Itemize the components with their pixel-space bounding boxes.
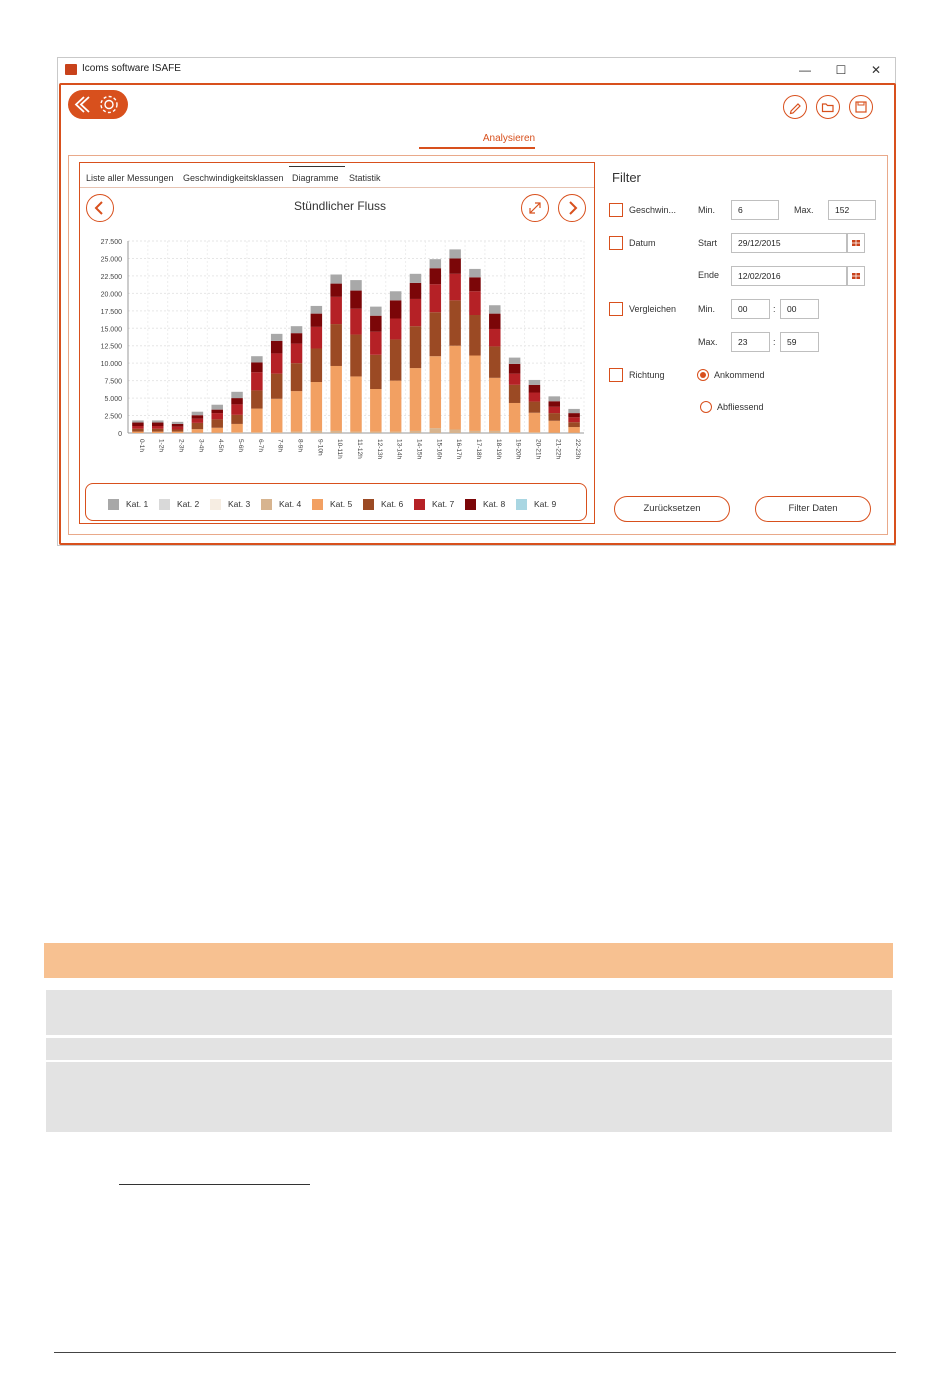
- compare-label: Vergleichen: [629, 304, 677, 314]
- chevron-right-icon: [559, 195, 585, 221]
- bar-segment: [192, 412, 203, 415]
- legend-swatch: [210, 499, 221, 510]
- x-tick-label: 5-6h: [237, 439, 245, 453]
- legend-label: Kat. 1: [126, 499, 149, 509]
- compare-min-minute-input[interactable]: 00: [780, 299, 819, 319]
- bar-segment: [350, 309, 361, 335]
- x-tick-label: 12-13h: [375, 439, 383, 460]
- bar-segment: [489, 305, 500, 313]
- y-tick-label: 12.500: [100, 343, 122, 351]
- x-tick-label: 15-16h: [435, 439, 443, 460]
- bar-segment: [549, 421, 560, 433]
- x-tick-label: 0-1h: [137, 439, 145, 453]
- bar-segment: [350, 291, 361, 309]
- bar-segment: [231, 424, 242, 432]
- bar-segment: [529, 385, 540, 393]
- tab-analysieren[interactable]: Analysieren: [482, 133, 536, 144]
- edit-button[interactable]: [783, 95, 807, 119]
- date-start-input[interactable]: 29/12/2015: [731, 233, 847, 253]
- bar-segment: [370, 316, 381, 332]
- x-tick-label: 1-2h: [157, 439, 165, 453]
- bar-segment: [231, 432, 242, 433]
- direction-checkbox[interactable]: [609, 368, 623, 382]
- calendar-icon: [848, 234, 864, 252]
- table-row: [46, 990, 892, 1035]
- bar-segment: [330, 324, 341, 366]
- table-row: [46, 1038, 892, 1060]
- legend-label: Kat. 9: [534, 499, 557, 509]
- bar-segment: [251, 409, 262, 433]
- bar-segment: [350, 376, 361, 431]
- bar-segment: [211, 419, 222, 427]
- legend-label: Kat. 5: [330, 499, 353, 509]
- x-tick-label: 17-18h: [474, 439, 482, 460]
- subtab-active-indicator: [289, 166, 345, 167]
- content-area: [68, 155, 888, 535]
- subtab-divider: [80, 187, 594, 188]
- legend-label: Kat. 7: [432, 499, 455, 509]
- bar-segment: [211, 428, 222, 433]
- bar-segment: [430, 428, 441, 433]
- save-icon: [850, 96, 872, 118]
- chart-title: Stündlicher Fluss: [293, 199, 387, 213]
- bar-segment: [509, 364, 520, 374]
- close-button[interactable]: ✕: [870, 63, 882, 77]
- bar-segment: [172, 427, 183, 430]
- chevron-left-icon: [87, 195, 113, 221]
- legend-item: [159, 498, 199, 510]
- legend-swatch: [465, 499, 476, 510]
- legend-swatch: [108, 499, 119, 510]
- bar-segment: [132, 426, 143, 429]
- y-tick-label: 0: [118, 431, 122, 438]
- y-tick-label: 17.500: [100, 308, 122, 316]
- nav-pill[interactable]: [68, 90, 128, 119]
- bar-segment: [231, 404, 242, 414]
- bar-segment: [509, 403, 520, 432]
- bar-segment: [370, 307, 381, 316]
- bar-segment: [152, 426, 163, 429]
- legend-item: [210, 498, 250, 510]
- bar-segment: [529, 393, 540, 402]
- bar-segment: [469, 277, 480, 291]
- compare-max-hour-input[interactable]: 23: [731, 332, 770, 352]
- bar-segment: [489, 314, 500, 329]
- bar-segment: [271, 334, 282, 341]
- app-logo-icon: [65, 64, 77, 75]
- bar-segment: [132, 423, 143, 426]
- speed-min-input[interactable]: 6: [731, 200, 779, 220]
- bar-segment: [390, 432, 401, 433]
- legend-item: [516, 498, 556, 510]
- bar-segment: [291, 333, 302, 343]
- bar-segment: [330, 431, 341, 433]
- compare-min-hour-input[interactable]: 00: [731, 299, 770, 319]
- bar-segment: [350, 335, 361, 377]
- calendar-start-button[interactable]: [847, 233, 865, 253]
- bar-segment: [370, 355, 381, 389]
- legend-label: Kat. 3: [228, 499, 251, 509]
- legend-label: Kat. 2: [177, 499, 200, 509]
- footer-rule: [54, 1352, 896, 1353]
- bar-segment: [370, 332, 381, 355]
- bar-segment: [529, 380, 540, 385]
- bar-segment: [430, 259, 441, 268]
- x-tick-label: 21-22h: [554, 439, 562, 460]
- bar-segment: [390, 291, 401, 300]
- bar-segment: [251, 372, 262, 390]
- legend-item: [312, 498, 352, 510]
- bar-segment: [311, 349, 322, 383]
- bar-segment: [350, 432, 361, 433]
- table-header-band: [44, 943, 893, 978]
- x-tick-label: 3-4h: [197, 439, 205, 453]
- bar-segment: [469, 291, 480, 315]
- bar-segment: [410, 368, 421, 431]
- bar-segment: [489, 329, 500, 346]
- bar-segment: [430, 356, 441, 428]
- bar-segment: [509, 432, 520, 433]
- bar-segment: [192, 415, 203, 418]
- bar-segment: [390, 300, 401, 318]
- bar-segment: [410, 431, 421, 433]
- bar-segment: [231, 398, 242, 404]
- bar-segment: [192, 419, 203, 423]
- bar-segment: [330, 284, 341, 297]
- bar-segment: [291, 344, 302, 364]
- pencil-icon: [784, 96, 806, 118]
- speed-max-label: Max.: [794, 205, 814, 215]
- x-tick-label: 20-21h: [534, 439, 542, 460]
- bar-segment: [568, 413, 579, 417]
- minimize-button[interactable]: —: [799, 63, 811, 77]
- bar-segment: [449, 274, 460, 301]
- speed-min-label: Min.: [698, 205, 716, 215]
- bar-segment: [330, 366, 341, 431]
- bar-segment: [568, 427, 579, 433]
- bar-segment: [132, 429, 143, 432]
- subtab-messungen[interactable]: Liste aller Messungen: [86, 173, 174, 183]
- y-tick-label: 15.000: [100, 326, 122, 334]
- x-tick-label: 13-14h: [395, 439, 403, 460]
- bar-segment: [311, 431, 322, 433]
- bar-segment: [568, 409, 579, 413]
- x-tick-label: 14-15h: [415, 439, 423, 460]
- y-tick-label: 25.000: [100, 256, 122, 264]
- next-chart-button[interactable]: [558, 194, 586, 222]
- compare-checkbox[interactable]: [609, 302, 623, 316]
- legend-item: [108, 498, 148, 510]
- maximize-button[interactable]: ☐: [835, 63, 847, 77]
- gear-icon: [101, 97, 117, 113]
- direction-label: Richtung: [629, 370, 665, 380]
- bar-segment: [410, 283, 421, 299]
- bar-segment: [271, 374, 282, 399]
- y-tick-label: 22.500: [100, 273, 122, 281]
- open-button[interactable]: [816, 95, 840, 119]
- hourly-flow-chart: [80, 233, 594, 478]
- bar-segment: [469, 269, 480, 277]
- bar-segment: [449, 249, 460, 258]
- nav-pill-graphic: [68, 90, 128, 119]
- y-tick-label: 2.500: [104, 413, 122, 421]
- bar-segment: [291, 363, 302, 391]
- bar-segment: [370, 432, 381, 433]
- x-tick-label: 22-23h: [574, 439, 582, 460]
- bar-segment: [529, 402, 540, 413]
- bar-segment: [251, 432, 262, 433]
- bar-segment: [489, 378, 500, 431]
- bar-segment: [172, 430, 183, 432]
- calendar-end-button[interactable]: [847, 266, 865, 286]
- bar-segment: [291, 326, 302, 333]
- bar-segment: [152, 423, 163, 426]
- bar-segment: [251, 362, 262, 372]
- legend-swatch: [363, 499, 374, 510]
- prev-chart-button[interactable]: [86, 194, 114, 222]
- bar-segment: [211, 410, 222, 413]
- bar-segment: [410, 299, 421, 326]
- legend-item: [414, 498, 454, 510]
- bar-segment: [509, 374, 520, 385]
- bar-segment: [271, 353, 282, 373]
- legend-swatch: [516, 499, 527, 510]
- bar-segment: [549, 396, 560, 401]
- bar-segment: [509, 358, 520, 364]
- save-button[interactable]: [849, 95, 873, 119]
- bar-segment: [430, 268, 441, 284]
- bar-segment: [192, 423, 203, 429]
- subtab-statistik[interactable]: Statistik: [349, 173, 381, 183]
- bar-segment: [211, 413, 222, 419]
- bar-segment: [291, 391, 302, 431]
- time-separator: :: [773, 337, 776, 347]
- radio-ankommend[interactable]: [697, 369, 709, 381]
- y-tick-label: 10.000: [100, 361, 122, 369]
- x-tick-label: 7-8h: [276, 439, 284, 453]
- bar-segment: [410, 326, 421, 368]
- apply-filter-button[interactable]: Filter Daten: [755, 496, 871, 522]
- bar-segment: [311, 382, 322, 431]
- x-tick-label: 8-9h: [296, 439, 304, 453]
- calendar-icon: [848, 267, 864, 285]
- x-tick-label: 2-3h: [177, 439, 185, 453]
- bar-segment: [449, 346, 460, 430]
- bar-segment: [549, 407, 560, 413]
- bar-segment: [390, 318, 401, 339]
- chevrons-left-icon: [76, 97, 89, 112]
- legend-item: [261, 498, 301, 510]
- bar-segment: [311, 306, 322, 314]
- x-tick-label: 9-10h: [316, 439, 324, 456]
- bar-segment: [251, 356, 262, 362]
- x-tick-label: 6-7h: [256, 439, 264, 453]
- app-frame: [59, 83, 896, 545]
- speed-checkbox[interactable]: [609, 203, 623, 217]
- bar-segment: [152, 429, 163, 432]
- bar-segment: [568, 417, 579, 422]
- bar-segment: [172, 422, 183, 424]
- bar-segment: [231, 392, 242, 398]
- compare-max-label: Max.: [698, 337, 718, 347]
- window-title: Icoms software ISAFE: [82, 63, 181, 74]
- radio-abfliessend-label: Abfliessend: [717, 402, 764, 412]
- y-tick-label: 27.500: [100, 239, 122, 246]
- expand-chart-button[interactable]: [521, 194, 549, 222]
- speed-label: Geschwin...: [629, 205, 677, 215]
- radio-abfliessend[interactable]: [700, 401, 712, 413]
- bar-segment: [152, 420, 163, 422]
- bar-segment: [172, 432, 183, 433]
- bar-segment: [350, 280, 361, 290]
- bar-segment: [370, 389, 381, 432]
- app-window: [57, 57, 896, 546]
- bar-segment: [509, 385, 520, 403]
- title-bar: [58, 58, 895, 82]
- bar-segment: [549, 401, 560, 407]
- x-tick-label: 18-19h: [494, 439, 502, 460]
- chart-panel: [79, 162, 595, 524]
- radio-ankommend-label: Ankommend: [714, 370, 765, 380]
- chart-legend: [85, 483, 587, 521]
- bar-segment: [449, 258, 460, 273]
- legend-swatch: [414, 499, 425, 510]
- bar-segment: [192, 429, 203, 432]
- reset-button[interactable]: Zurücksetzen: [614, 496, 730, 522]
- bar-segment: [469, 315, 480, 355]
- x-tick-label: 16-17h: [455, 439, 463, 460]
- date-label: Datum: [629, 238, 656, 248]
- bar-segment: [568, 422, 579, 427]
- bar-segment: [449, 300, 460, 345]
- bar-segment: [390, 339, 401, 380]
- bar-segment: [152, 432, 163, 433]
- bar-segment: [271, 432, 282, 433]
- compare-max-minute-input[interactable]: 59: [780, 332, 819, 352]
- x-tick-label: 4-5h: [217, 439, 225, 453]
- bar-segment: [489, 431, 500, 433]
- subtab-geschwindigkeitsklassen[interactable]: Geschwindigkeitsklassen: [183, 173, 284, 183]
- bar-segment: [430, 284, 441, 312]
- bar-segment: [132, 420, 143, 422]
- bar-segment: [390, 381, 401, 432]
- folder-icon: [817, 96, 839, 118]
- x-tick-label: 11-12h: [356, 439, 363, 459]
- speed-max-input[interactable]: 152: [828, 200, 876, 220]
- date-start-label: Start: [698, 238, 718, 248]
- bar-segment: [172, 424, 183, 427]
- legend-item: [465, 498, 505, 510]
- legend-label: Kat. 4: [279, 499, 302, 509]
- filter-title: Filter: [612, 170, 641, 185]
- bar-segment: [231, 415, 242, 424]
- legend-swatch: [312, 499, 323, 510]
- bar-segment: [311, 314, 322, 327]
- bar-segment: [489, 346, 500, 377]
- bar-segment: [330, 275, 341, 284]
- bar-segment: [410, 274, 421, 283]
- compare-min-label: Min.: [698, 304, 716, 314]
- table-row: [46, 1062, 892, 1132]
- bar-segment: [132, 432, 143, 433]
- bar-segment: [271, 399, 282, 433]
- bar-segment: [430, 312, 441, 356]
- legend-label: Kat. 6: [381, 499, 404, 509]
- underline-rule: [119, 1184, 310, 1185]
- x-tick-label: 10-11h: [336, 439, 344, 459]
- bar-segment: [271, 341, 282, 354]
- radio-selected-dot: [700, 372, 706, 378]
- subtab-diagramme[interactable]: Diagramme: [292, 173, 339, 183]
- legend-swatch: [261, 499, 272, 510]
- legend-item: [363, 498, 403, 510]
- time-separator: :: [773, 304, 776, 314]
- date-end-input[interactable]: 12/02/2016: [731, 266, 847, 286]
- tab-active-indicator: [419, 147, 535, 149]
- bar-segment: [469, 431, 480, 433]
- bar-segment: [330, 297, 341, 324]
- date-end-label: Ende: [698, 270, 720, 280]
- bar-segment: [211, 405, 222, 410]
- bar-segment: [529, 432, 540, 433]
- bar-segment: [449, 430, 460, 433]
- x-tick-label: 19-20h: [514, 439, 522, 460]
- legend-label: Kat. 8: [483, 499, 506, 509]
- y-tick-label: 5.000: [104, 396, 122, 404]
- bar-segment: [311, 327, 322, 349]
- bar-segment: [291, 432, 302, 433]
- legend-swatch: [159, 499, 170, 510]
- bar-segment: [251, 390, 262, 408]
- date-checkbox[interactable]: [609, 236, 623, 250]
- bar-segment: [529, 413, 540, 433]
- y-tick-label: 7.500: [104, 378, 122, 386]
- bar-segment: [549, 413, 560, 421]
- y-tick-label: 20.000: [100, 291, 122, 299]
- expand-icon: [522, 195, 548, 221]
- bar-segment: [469, 356, 480, 431]
